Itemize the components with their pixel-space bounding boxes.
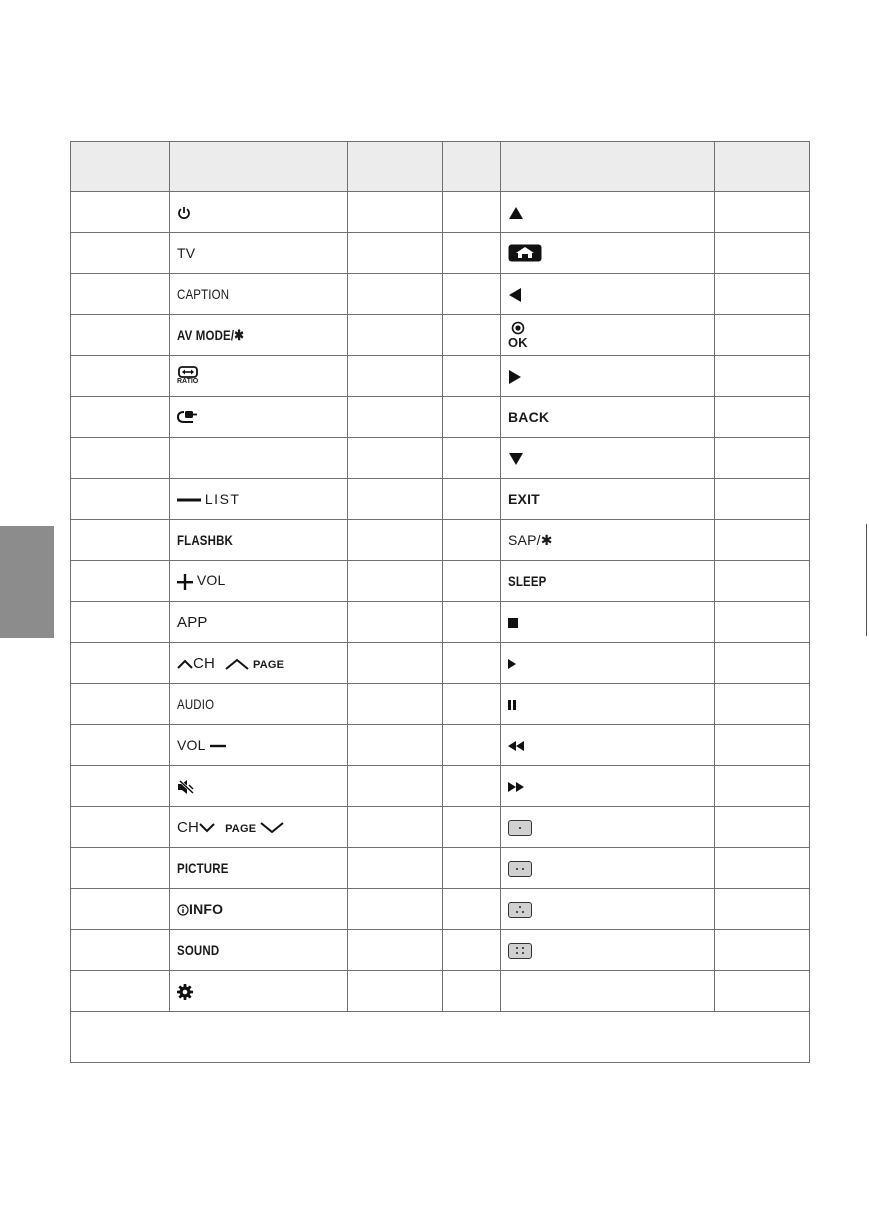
play-icon [508, 659, 516, 669]
header-cell [715, 142, 810, 192]
table-row [71, 807, 810, 848]
back-button-label: BACK [508, 409, 550, 425]
table-row [71, 479, 810, 520]
picture-button-label: PICTURE [177, 860, 229, 876]
plus-icon [177, 574, 193, 590]
up-arrow-icon [508, 206, 524, 220]
color-button-4-icon [508, 943, 532, 959]
remote-code-table [70, 141, 810, 1063]
page-up-button-label: PAGE [252, 658, 285, 671]
table-row [71, 520, 810, 561]
header-cell [501, 142, 715, 192]
vol-up-button-label: VOL [196, 572, 226, 589]
input-icon [177, 410, 199, 426]
page-down-button-label: PAGE [225, 822, 257, 835]
table-row [71, 602, 810, 643]
footer-cell [71, 1012, 810, 1063]
caption-button-label: CAPTION [177, 286, 230, 302]
ratio-icon [177, 366, 198, 385]
ch-down-button-label: CH [177, 818, 200, 836]
table-row [71, 274, 810, 315]
fast-forward-icon [508, 782, 524, 792]
stop-icon [508, 618, 518, 628]
page-edge-rule [866, 524, 867, 636]
table-footer-row [71, 1012, 810, 1063]
av-mode-button-label: AV MODE/✱ [177, 326, 245, 343]
table-row [71, 438, 810, 479]
chevron-up-icon [177, 659, 193, 669]
table-row [71, 889, 810, 930]
table-row [71, 356, 810, 397]
list-button-label: LIST [204, 491, 241, 507]
sleep-button-label: SLEEP [508, 573, 547, 589]
header-cell [443, 142, 501, 192]
table-header-row [71, 142, 810, 192]
sap-button-label: SAP/✱ [508, 531, 553, 548]
ratio-label: RATIO [177, 378, 199, 385]
sound-button-label: SOUND [177, 942, 220, 958]
table-row [71, 848, 810, 889]
pause-icon [508, 700, 516, 710]
chevron-down-icon [260, 822, 284, 834]
tv-button-label: TV [177, 245, 196, 261]
color-button-1-icon [508, 820, 532, 836]
chevron-up-icon [225, 658, 249, 670]
exit-button-label: EXIT [508, 491, 540, 507]
table-row [71, 930, 810, 971]
ok-icon [508, 321, 528, 349]
color-button-3-icon [508, 902, 532, 918]
ch-up-button-label: CH [193, 654, 216, 672]
down-arrow-icon [508, 452, 524, 466]
table-row [71, 315, 810, 356]
flashbk-button-label: FLASHBK [177, 532, 234, 548]
chevron-down-icon [199, 823, 215, 833]
minus-icon [177, 497, 201, 503]
table-row [71, 766, 810, 807]
table-row [71, 397, 810, 438]
home-icon [508, 244, 542, 262]
gear-icon [177, 984, 193, 1000]
table-row [71, 561, 810, 602]
rewind-icon [508, 741, 524, 751]
table-row [71, 192, 810, 233]
header-cell [348, 142, 443, 192]
header-cell [71, 142, 170, 192]
info-button-label: INFO [189, 901, 224, 917]
left-arrow-icon [508, 287, 522, 303]
header-cell [170, 142, 348, 192]
info-icon [177, 904, 189, 916]
table-row [71, 971, 810, 1012]
mute-icon [177, 779, 195, 795]
table-row [71, 643, 810, 684]
section-side-tab [0, 526, 54, 638]
table-row [71, 725, 810, 766]
table-row [71, 684, 810, 725]
right-arrow-icon [508, 369, 522, 385]
minus-icon [210, 743, 226, 749]
power-icon [177, 206, 191, 220]
app-button-label: APP [177, 613, 208, 631]
audio-button-label: AUDIO [177, 696, 215, 712]
color-button-2-icon [508, 861, 532, 877]
ok-label: OK [508, 334, 528, 350]
vol-down-button-label: VOL [177, 737, 206, 753]
table-row [71, 233, 810, 274]
